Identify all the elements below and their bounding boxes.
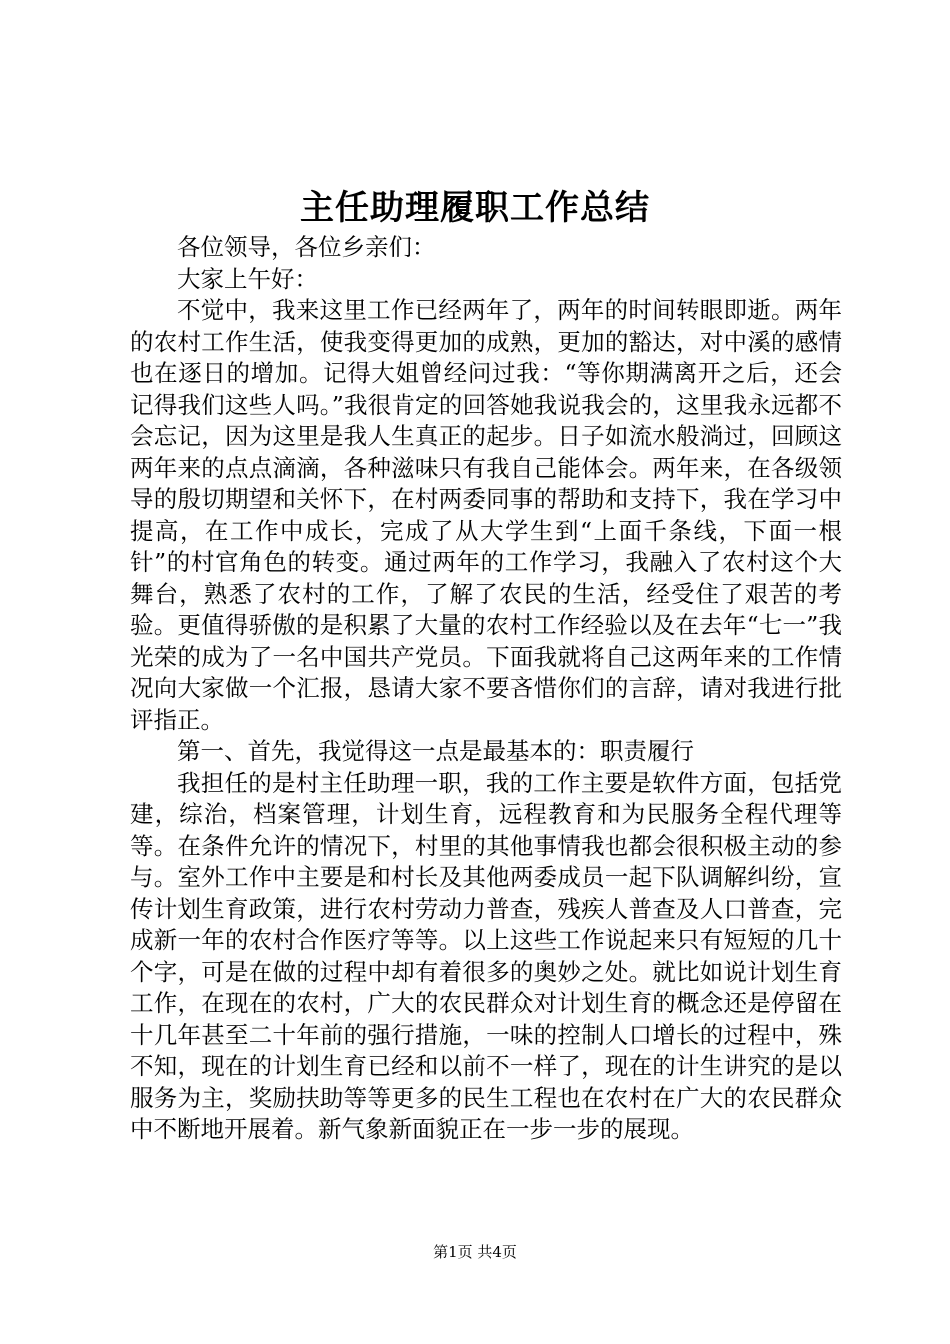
duties-paragraph: 我担任的是村主任助理一职，我的工作主要是软件方面，包括党建，综治，档案管理，计划生育，远程教育和为民服务全程代理等等。在条件允许的情况下，村里的其他事情我也都会很积极主动的参与。室外工作中主要是和村长及其他两委成员一起下队调解纠纷，宣传计划生育政策，进行农村劳动力普查，残疾人普查及人口普查，完成新一年的农村合作医疗等等。以上这些工作说起来只有短短的几十个字，可是在做的过程中却有着很多的奥妙之处。就比如说计划生育工作，在现在的农村，广大的农民群众对计划生育的概念还是停留在十几年甚至二十年前的强行措施，一味的控制人口增长的过程中，殊不知，现在的计划生育已经和以前不一样了，现在的计生讲究的是以服务为主，奖励扶助等等更多的民生工程也在农村在广大的农民群众中不断地开展着。新气象新面貌正在一步一步的展现。 [130, 768, 842, 1143]
section-heading-paragraph: 第一、首先，我觉得这一点是最基本的：职责履行 [177, 737, 694, 765]
document-body [130, 232, 842, 1146]
greeting-paragraph: 大家上午好： [177, 264, 318, 293]
document-title: 主任助理履职工作总结 [300, 188, 650, 228]
page-footer: 第1页 共4页 [433, 1243, 517, 1261]
intro-paragraph: 不觉中，我来这里工作已经两年了，两年的时间转眼即逝。两年的农村工作生活，使我变得更加的成熟，更加的豁达，对中溪的感情也在逐日的增加。记得大姐曾经问过我：“等你期满离开之后，还会记得我们这些人吗。”我很肯定的回答她我说我会的，这里我永远都不会忘记，因为这里是我人生真正的起步。日子如流水般淌过，回顾这两年来的点点滴滴，各种滋味只有我自己能体会。两年来，在各级领导的殷切期望和关怀下，在村两委同事的帮助和支持下，我在学习中提高，在工作中成长，完成了从大学生到“上面千条线，下面一根针”的村官角色的转变。通过两年的工作学习，我融入了农村这个大舞台，熟悉了农村的工作，了解了农民的生活，经受住了艰苦的考验。更值得骄傲的是积累了大量的农村工作经验以及在去年“七一”我光荣的成为了一名中国共产党员。下面我就将自己这两年来的工作情况向大家做一个汇报，恳请大家不要吝惜你们的言辞，请对我进行批评指正。 [130, 296, 842, 734]
salutation-paragraph: 各位领导，各位乡亲们： [177, 233, 436, 261]
